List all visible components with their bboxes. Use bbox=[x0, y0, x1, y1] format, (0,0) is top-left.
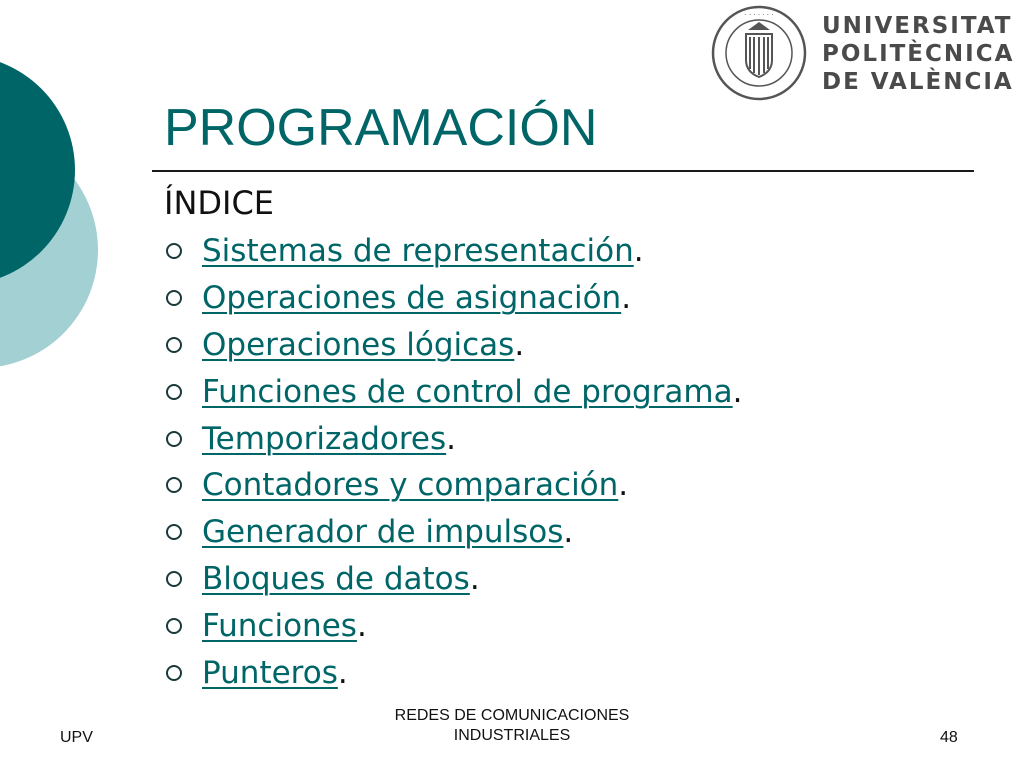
index-link[interactable]: Contadores y comparación bbox=[202, 467, 619, 504]
circle-bullet-icon bbox=[166, 431, 182, 447]
list-item bbox=[164, 322, 742, 369]
footer-left: UPV bbox=[60, 729, 93, 746]
circle-bullet-icon bbox=[166, 665, 182, 681]
list-item bbox=[164, 228, 742, 275]
page-number: 48 bbox=[940, 729, 958, 746]
circle-bullet-icon bbox=[166, 290, 182, 306]
footer-center-line: INDUSTRIALES bbox=[453, 727, 571, 744]
link-suffix: . bbox=[337, 654, 348, 691]
index-link[interactable]: Temporizadores bbox=[202, 420, 447, 457]
link-suffix: . bbox=[621, 280, 632, 317]
circle-bullet-icon bbox=[166, 524, 182, 540]
index-link[interactable]: Operaciones de asignación bbox=[202, 280, 622, 317]
university-name-line: POLITÈCNICA bbox=[822, 41, 1015, 67]
index-link[interactable]: Sistemas de representación bbox=[202, 233, 634, 270]
index-link[interactable]: Generador de impulsos bbox=[202, 514, 564, 551]
decorative-circles bbox=[0, 0, 110, 420]
slide-title: PROGRAMACIÓN bbox=[164, 99, 598, 157]
index-list bbox=[164, 228, 742, 696]
link-suffix: . bbox=[469, 560, 480, 597]
university-logo bbox=[708, 4, 1015, 102]
link-suffix: . bbox=[618, 467, 629, 504]
list-item bbox=[164, 275, 742, 322]
index-link[interactable]: Funciones de control de programa bbox=[202, 373, 733, 410]
circle-bullet-icon bbox=[166, 477, 182, 493]
title-divider bbox=[152, 170, 974, 172]
university-name bbox=[822, 12, 1014, 96]
list-item bbox=[164, 368, 742, 415]
circle-bullet-icon bbox=[166, 384, 182, 400]
link-suffix: . bbox=[446, 420, 456, 457]
circle-bullet-icon bbox=[166, 618, 182, 634]
list-item bbox=[164, 462, 742, 509]
link-suffix: . bbox=[633, 233, 644, 270]
link-suffix: . bbox=[514, 326, 525, 363]
index-link[interactable]: Operaciones lógicas bbox=[202, 326, 515, 363]
index-link[interactable]: Bloques de datos bbox=[202, 560, 470, 597]
university-name-line: DE VALÈNCIA bbox=[822, 69, 1014, 95]
list-item bbox=[164, 509, 742, 556]
footer-center-line: REDES DE COMUNICACIONES bbox=[394, 707, 630, 724]
index-heading: ÍNDICE bbox=[164, 184, 275, 222]
index-link[interactable]: Punteros bbox=[202, 654, 338, 691]
university-seal-icon bbox=[708, 4, 810, 102]
list-item bbox=[164, 556, 742, 603]
university-name-line: UNIVERSITAT bbox=[822, 13, 1013, 39]
list-item bbox=[164, 602, 742, 649]
link-suffix: . bbox=[563, 514, 574, 551]
list-item bbox=[164, 415, 742, 462]
circle-bullet-icon bbox=[166, 337, 182, 353]
link-suffix: . bbox=[356, 607, 367, 644]
svg-text:· · · · · · ·: · · · · · · · bbox=[744, 11, 774, 19]
footer-center bbox=[340, 706, 684, 750]
circle-bullet-icon bbox=[166, 571, 182, 587]
list-item bbox=[164, 649, 742, 696]
circle-bullet-icon bbox=[166, 243, 182, 259]
link-suffix: . bbox=[732, 373, 743, 410]
index-link[interactable]: Funciones bbox=[202, 607, 357, 644]
